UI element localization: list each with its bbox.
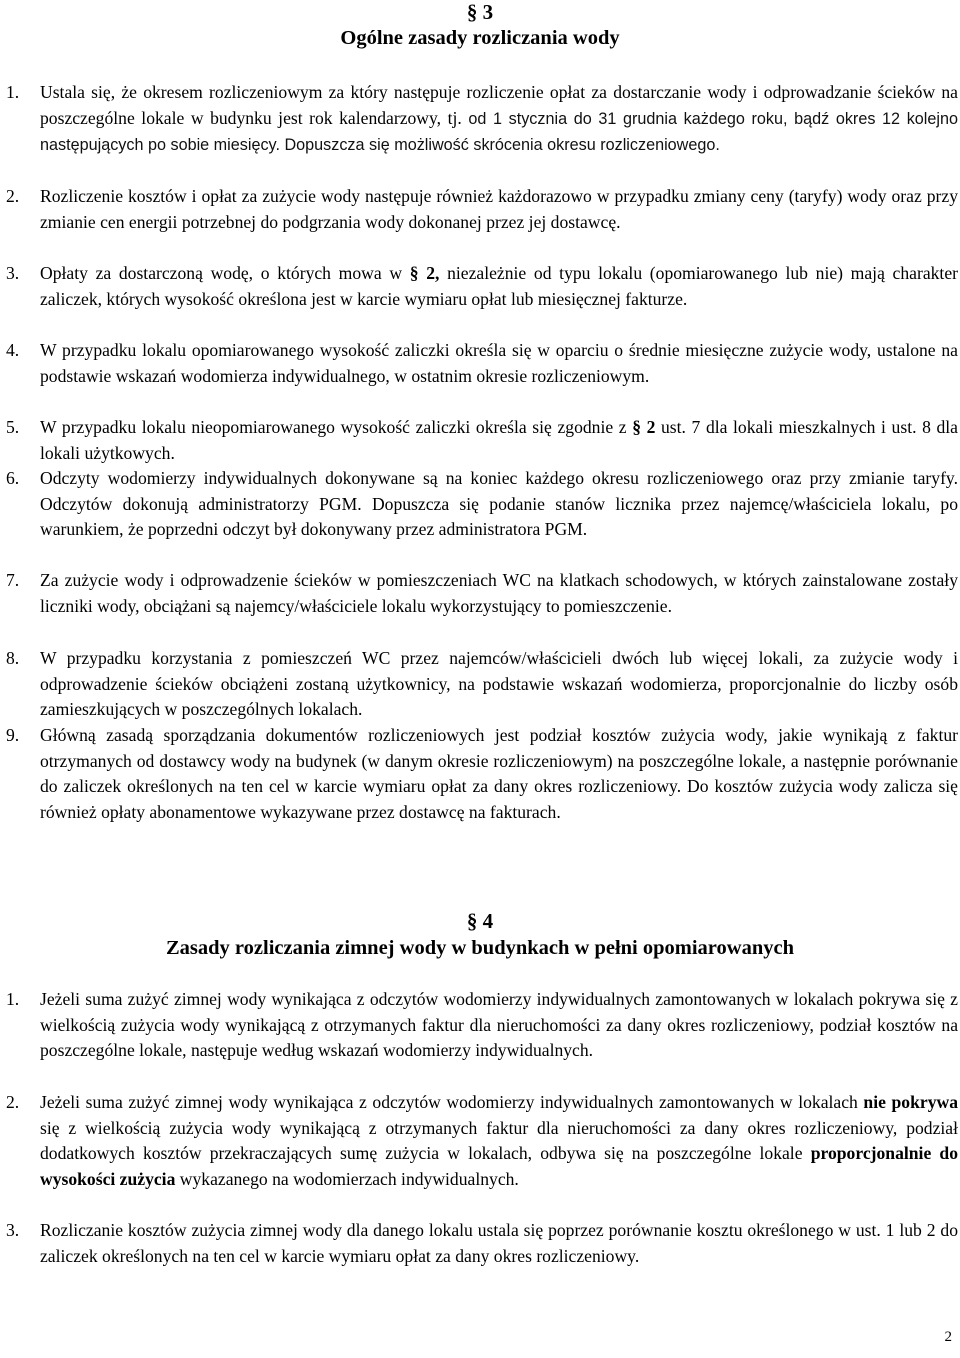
list-item [6, 415, 956, 466]
item-text: Główną zasadą sporządzania dokumentów rozliczeniowych jest podział kosztów zużycia wody, jakie wynikają z faktur otrzymanych od dostawcy wody na budynek (w danym okresie rozliczeniowym) na poszczególne lokale, a następnie porównanie do zaliczek określonych na ten cel w karcie wymiaru opłat za dany okres rozliczeniowy. Do kosztów zużycia wody zalicza się również opłaty abonamentowe wykazywane przez dostawcę na fakturach. [40, 725, 958, 822]
item-number: 2. [6, 1092, 20, 1112]
item-number: 6. [6, 468, 20, 488]
list-item [6, 338, 956, 389]
item-text: Rozliczanie kosztów zużycia zimnej wody dla danego lokalu ustala się poprzez porównanie kosztu określonego w ust. 1 lub 2 do zaliczek określonych na ten cel w karcie wymiaru opłat za dany okres rozliczeniowy. [40, 1220, 958, 1266]
item-text: Opłaty za dostarczoną wodę, o których mowa w § 2, niezależnie od typu lokalu (opomiarowanego lub nie) mają charakter zaliczek, których wysokość określona jest w karcie wymiaru opłat lub miesięcznej fakturze. [40, 263, 958, 309]
item-text: Jeżeli suma zużyć zimnej wody wynikająca z odczytów wodomierzy indywidualnych zamontowanych w lokalach pokrywa się z wielkością zużycia wody wynikającą z otrzymanych faktur dla nieruchomości za dany okres rozliczeniowy, podział kosztów na poszczególne lokale, następuje według wskazań wodomierzy indywidualnych. [40, 989, 958, 1061]
section-title: Zasady rozliczania zimnej wody w budynkach w pełni opomiarowanych [166, 937, 794, 959]
item-number: 1. [6, 989, 20, 1009]
section-4-heading [0, 909, 960, 961]
item-text: Jeżeli suma zużyć zimnej wody wynikająca z odczytów wodomierzy indywidualnych zamontowanych w lokalach nie pokrywa się z wielkością zużycia wody wynikającą z otrzymanych faktur dla nieruchomości za dany okres rozliczeniowy, podział dodatkowych kosztów przekraczających sumę zużycia w lokalach, odbywa się na poszczególne lokale proporcjonalnie do wysokości zużycia wykazanego na wodomierzach indywidualnych. [40, 1092, 958, 1189]
list-item [6, 987, 956, 1064]
item-number: 2. [6, 186, 20, 206]
item-text: Za zużycie wody i odprowadzenie ścieków w pomieszczeniach WC na klatkach schodowych, w których zainstalowane zostały liczniki wody, obciążani są najemcy/właściciele lokalu wykorzystujący to pomieszczenie. [40, 570, 958, 616]
list-item [6, 184, 956, 235]
list-item [6, 80, 956, 159]
list-item [6, 466, 956, 543]
list-item [6, 1090, 956, 1192]
list-item [6, 1218, 956, 1269]
item-text: Odczyty wodomierzy indywidualnych dokonywane są na koniec każdego okresu rozliczeniowego oraz przy zmianie taryfy. Odczytów dokonują administratorzy PGM. Dopuszcza się podanie stanów licznika przez najemcę/właściciela lokalu, po warunkiem, że poprzedni odczyt był dokonywany przez administratora PGM. [40, 468, 958, 540]
item-number: 7. [6, 570, 20, 590]
item-text: W przypadku korzystania z pomieszczeń WC przez najemców/właścicieli dwóch lub więcej lokali, za zużycie wody i odprowadzenie ścieków obciążeni zostaną użytkownicy, na podstawie wskazań wodomierza, proporcjonalnie do liczby osób zamieszkujących w poszczególnych lokalach. [40, 648, 958, 720]
item-number: 3. [6, 263, 20, 283]
item-number: 9. [6, 725, 20, 745]
item-text: W przypadku lokalu opomiarowanego wysokość zaliczki określa się w oparciu o średnie miesięczne zużycie wody, ustalone na podstawie wskazań wodomierza indywidualnego, w ostatnim okresie rozliczeniowym. [40, 340, 958, 386]
item-number: 8. [6, 648, 20, 668]
item-text: Rozliczenie kosztów i opłat za zużycie wody następuje również każdorazowo w przypadku zmiany ceny (taryfy) wody oraz przy zmianie cen energii potrzebnej do podgrzania wody dokonanej przez jej dostawcę. [40, 186, 958, 232]
list-item [6, 646, 956, 723]
section-symbol: § 4 [466, 909, 494, 933]
page-number: 2 [944, 1329, 952, 1345]
list-item [6, 723, 956, 825]
section-title: Ogólne zasady rozliczania wody [340, 27, 620, 49]
section-symbol: § 3 [466, 0, 494, 24]
item-number: 4. [6, 340, 20, 360]
item-text: W przypadku lokalu nieopomiarowanego wysokość zaliczki określa się zgodnie z § 2 ust. 7 dla lokali mieszkalnych i ust. 8 dla lokali użytkowych. [40, 417, 958, 463]
section-3-heading [0, 0, 960, 51]
list-item [6, 568, 956, 619]
list-item [6, 261, 956, 312]
item-text: Ustala się, że okresem rozliczeniowym za który następuje rozliczenie opłat za dostarczanie wody i odprowadzanie ścieków na poszczególne lokale w budynku jest rok kalendarzowy, tj. od 1 stycznia do 31 grudnia każdego roku, bądź okres 12 kolejno następujących po sobie miesięcy. Dopuszcza się możliwość skrócenia okresu rozliczeniowego. [40, 82, 958, 155]
item-number: 1. [6, 82, 20, 102]
item-number: 3. [6, 1220, 20, 1240]
item-number: 5. [6, 417, 20, 437]
